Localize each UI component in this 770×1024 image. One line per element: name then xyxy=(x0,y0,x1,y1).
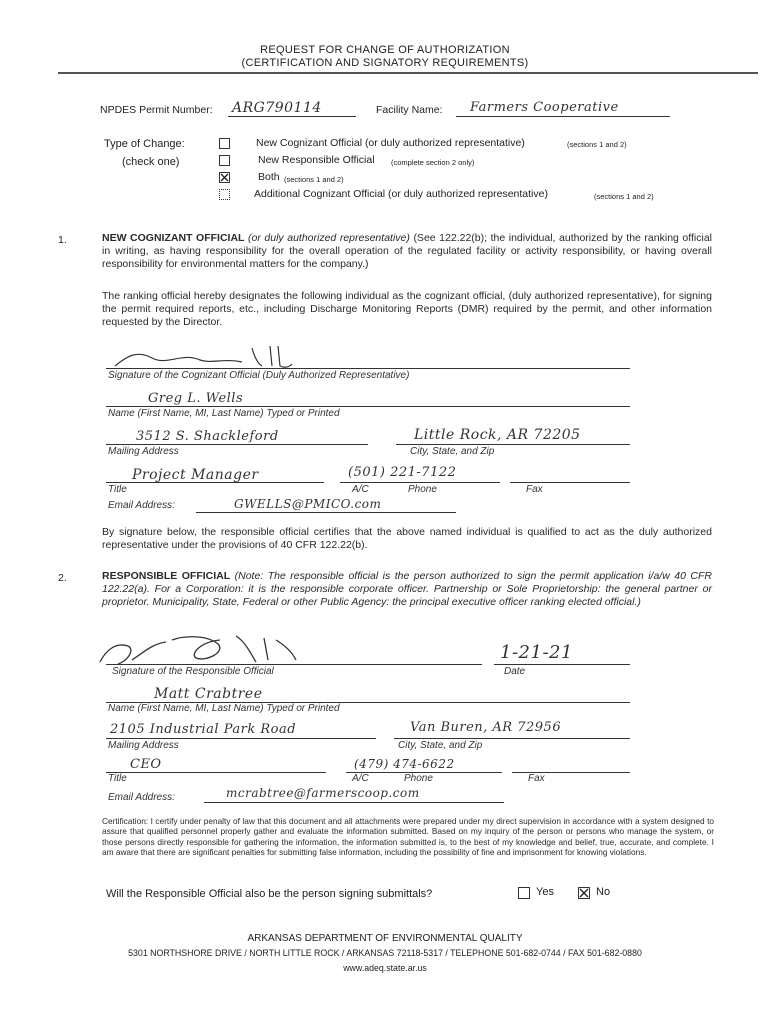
responsible-phone-label: Phone xyxy=(404,773,433,784)
responsible-email-line xyxy=(204,802,504,803)
responsible-signature-label: Signature of the Responsible Official xyxy=(112,666,274,677)
option-text: Both xyxy=(258,171,280,183)
npdes-label: NPDES Permit Number: xyxy=(100,104,213,116)
section-2-intro xyxy=(102,570,712,609)
checkbox[interactable] xyxy=(518,887,530,899)
checkbox-checked[interactable] xyxy=(578,887,590,899)
section-2-heading: RESPONSIBLE OFFICIAL xyxy=(102,570,231,582)
checkbox[interactable] xyxy=(219,138,230,149)
option-text: Additional Cognizant Official (or duly authorized representative) xyxy=(254,188,548,200)
section-1-number: 1. xyxy=(58,234,67,246)
responsible-city-value[interactable]: Van Buren, AR 72956 xyxy=(410,720,562,735)
cognizant-city-line xyxy=(396,444,630,445)
cognizant-name-label: Name (First Name, MI, Last Name) Typed or Printed xyxy=(108,408,340,419)
responsible-title-label: Title xyxy=(108,773,127,784)
option-text: New Cognizant Official (or duly authorized representative) xyxy=(256,137,525,149)
submittals-question: Will the Responsible Official also be the person signing submittals? xyxy=(106,888,433,900)
cognizant-signature-label: Signature of the Cognizant Official (Duly Authorized Representative) xyxy=(108,370,410,381)
cognizant-email-label: Email Address: xyxy=(108,500,175,511)
responsible-name-label: Name (First Name, MI, Last Name) Typed or Printed xyxy=(108,703,340,714)
section-1-heading: NEW COGNIZANT OFFICIAL xyxy=(102,232,245,244)
checkbox-checked[interactable] xyxy=(219,172,230,183)
responsible-address-value[interactable]: 2105 Industrial Park Road xyxy=(110,722,297,737)
option-note: (sections 1 and 2) xyxy=(594,192,654,201)
section-2-number: 2. xyxy=(58,572,67,584)
responsible-email-label: Email Address: xyxy=(108,792,175,803)
responsible-phone-value[interactable]: (479) 474-6622 xyxy=(354,757,455,771)
cognizant-title-label: Title xyxy=(108,484,127,495)
form-subtitle: (CERTIFICATION AND SIGNATORY REQUIREMENTS) xyxy=(241,57,529,69)
responsible-address-line xyxy=(106,738,376,739)
section-2-intro-text: (Note: The responsible official is the person authorized to sign the permit application i/a/w 40 CFR 122.22(a). For a Corporation: it is the responsible corporate officer. Partnership or Sole Proprietorship: the general partner or proprietor. Municipality, State, Federal or other Public Agency: the principal executive officer ranking elected official.) xyxy=(102,570,713,608)
checkbox[interactable] xyxy=(219,189,230,200)
section-1-designation: The ranking official hereby designates the following individual as the cognizant official, (duly authorized representative), for signing the permit required reports, etc., including Discharge Monitoring Reports (DMR) required by the permit, and other information requested by the Director. xyxy=(102,290,712,328)
option-note: (sections 1 and 2) xyxy=(567,140,627,149)
footer-website: www.adeq.state.ar.us xyxy=(343,963,427,973)
responsible-date-label: Date xyxy=(504,666,526,677)
option-note: (sections 1 and 2) xyxy=(284,175,344,184)
responsible-name-value[interactable]: Matt Crabtree xyxy=(154,686,263,702)
change-type-sublabel: (check one) xyxy=(122,156,180,168)
facility-label: Facility Name: xyxy=(376,104,443,116)
npdes-value[interactable]: ARG790114 xyxy=(232,100,322,116)
responsible-city-line xyxy=(394,738,630,739)
footer-agency: ARKANSAS DEPARTMENT OF ENVIRONMENTAL QUALITY xyxy=(247,933,523,944)
cognizant-title-line xyxy=(106,482,324,483)
checkbox[interactable] xyxy=(219,155,230,166)
section-1-heading-italic: (or duly authorized representative) xyxy=(248,232,410,244)
cognizant-email-line xyxy=(196,512,456,513)
cognizant-name-line xyxy=(106,406,630,407)
section-1-intro xyxy=(102,232,712,271)
cognizant-name-value[interactable]: Greg L. Wells xyxy=(148,391,244,406)
cognizant-phone-label: Phone xyxy=(408,484,437,495)
cognizant-phone-line xyxy=(340,482,500,483)
change-type-label: Type of Change: xyxy=(104,138,185,150)
responsible-address-label: Mailing Address xyxy=(108,740,179,751)
npdes-line xyxy=(228,116,356,117)
option-note: (complete section 2 only) xyxy=(391,158,475,167)
form-title: REQUEST FOR CHANGE OF AUTHORIZATION xyxy=(260,44,510,56)
cognizant-signature-line xyxy=(106,368,630,369)
responsible-city-label: City, State, and Zip xyxy=(398,740,483,751)
cognizant-address-value[interactable]: 3512 S. Shackleford xyxy=(136,429,279,444)
no-label: No xyxy=(596,886,611,898)
section-1-intro-text: (See 122.22(b); the individual, authorized by the ranking official in writing, as having responsibility for the overall operation of the regulated facility or activity responsibility, or having overall responsibility for environmental matters for the company.) xyxy=(102,232,713,270)
responsible-signature-line xyxy=(106,664,482,665)
responsible-ac-label: A/C xyxy=(352,773,369,784)
responsible-date-value[interactable]: 1-21-21 xyxy=(500,642,573,663)
check-x-icon xyxy=(220,173,229,182)
cognizant-address-line xyxy=(106,444,368,445)
option-text: New Responsible Official xyxy=(258,154,375,166)
check-x-icon xyxy=(579,888,589,898)
cognizant-city-label: City, State, and Zip xyxy=(410,446,495,457)
header-rule xyxy=(58,72,758,74)
responsible-title-line xyxy=(106,772,326,773)
facility-line xyxy=(456,116,670,117)
cognizant-fax-label: Fax xyxy=(526,484,543,495)
responsible-email-value[interactable]: mcrabtree@farmerscoop.com xyxy=(226,786,420,800)
cognizant-email-value[interactable]: GWELLS@PMICO.com xyxy=(234,497,382,511)
cognizant-address-label: Mailing Address xyxy=(108,446,179,457)
section-1-certify: By signature below, the responsible official certifies that the above named individual is qualified to act as the duly authorized representative under the provisions of 40 CFR 122.22(b). xyxy=(102,526,712,551)
certification-text: Certification: I certify under penalty of law that this document and all attachments were prepared under my direct supervision in accordance with a system designed to assure that qualified personnel properly gather and evaluate the information submitted. Based on my inquiry of the person or persons who manage the system, or those persons directly responsible for gathering the information, the information submitted is, to the best of my knowledge and belief, true, accurate, and complete. I am aware that there are significant penalties for submitting false information, including the possibility of fine and imprisonment for knowing violations. xyxy=(102,816,714,858)
yes-label: Yes xyxy=(536,886,554,898)
responsible-fax-label: Fax xyxy=(528,773,545,784)
responsible-title-value[interactable]: CEO xyxy=(130,757,162,772)
facility-value[interactable]: Farmers Cooperative xyxy=(470,100,619,115)
responsible-date-line xyxy=(494,664,630,665)
cognizant-fax-line xyxy=(510,482,630,483)
cognizant-city-value[interactable]: Little Rock, AR 72205 xyxy=(414,427,581,443)
cognizant-phone-value[interactable]: (501) 221-7122 xyxy=(348,465,457,480)
cognizant-ac-label: A/C xyxy=(352,484,369,495)
footer-address: 5301 NORTHSHORE DRIVE / NORTH LITTLE ROCK / ARKANSAS 72118-5317 / TELEPHONE 501-682-0744 / FAX 501-682-0880 xyxy=(128,948,642,958)
cognizant-title-value[interactable]: Project Manager xyxy=(132,467,259,483)
